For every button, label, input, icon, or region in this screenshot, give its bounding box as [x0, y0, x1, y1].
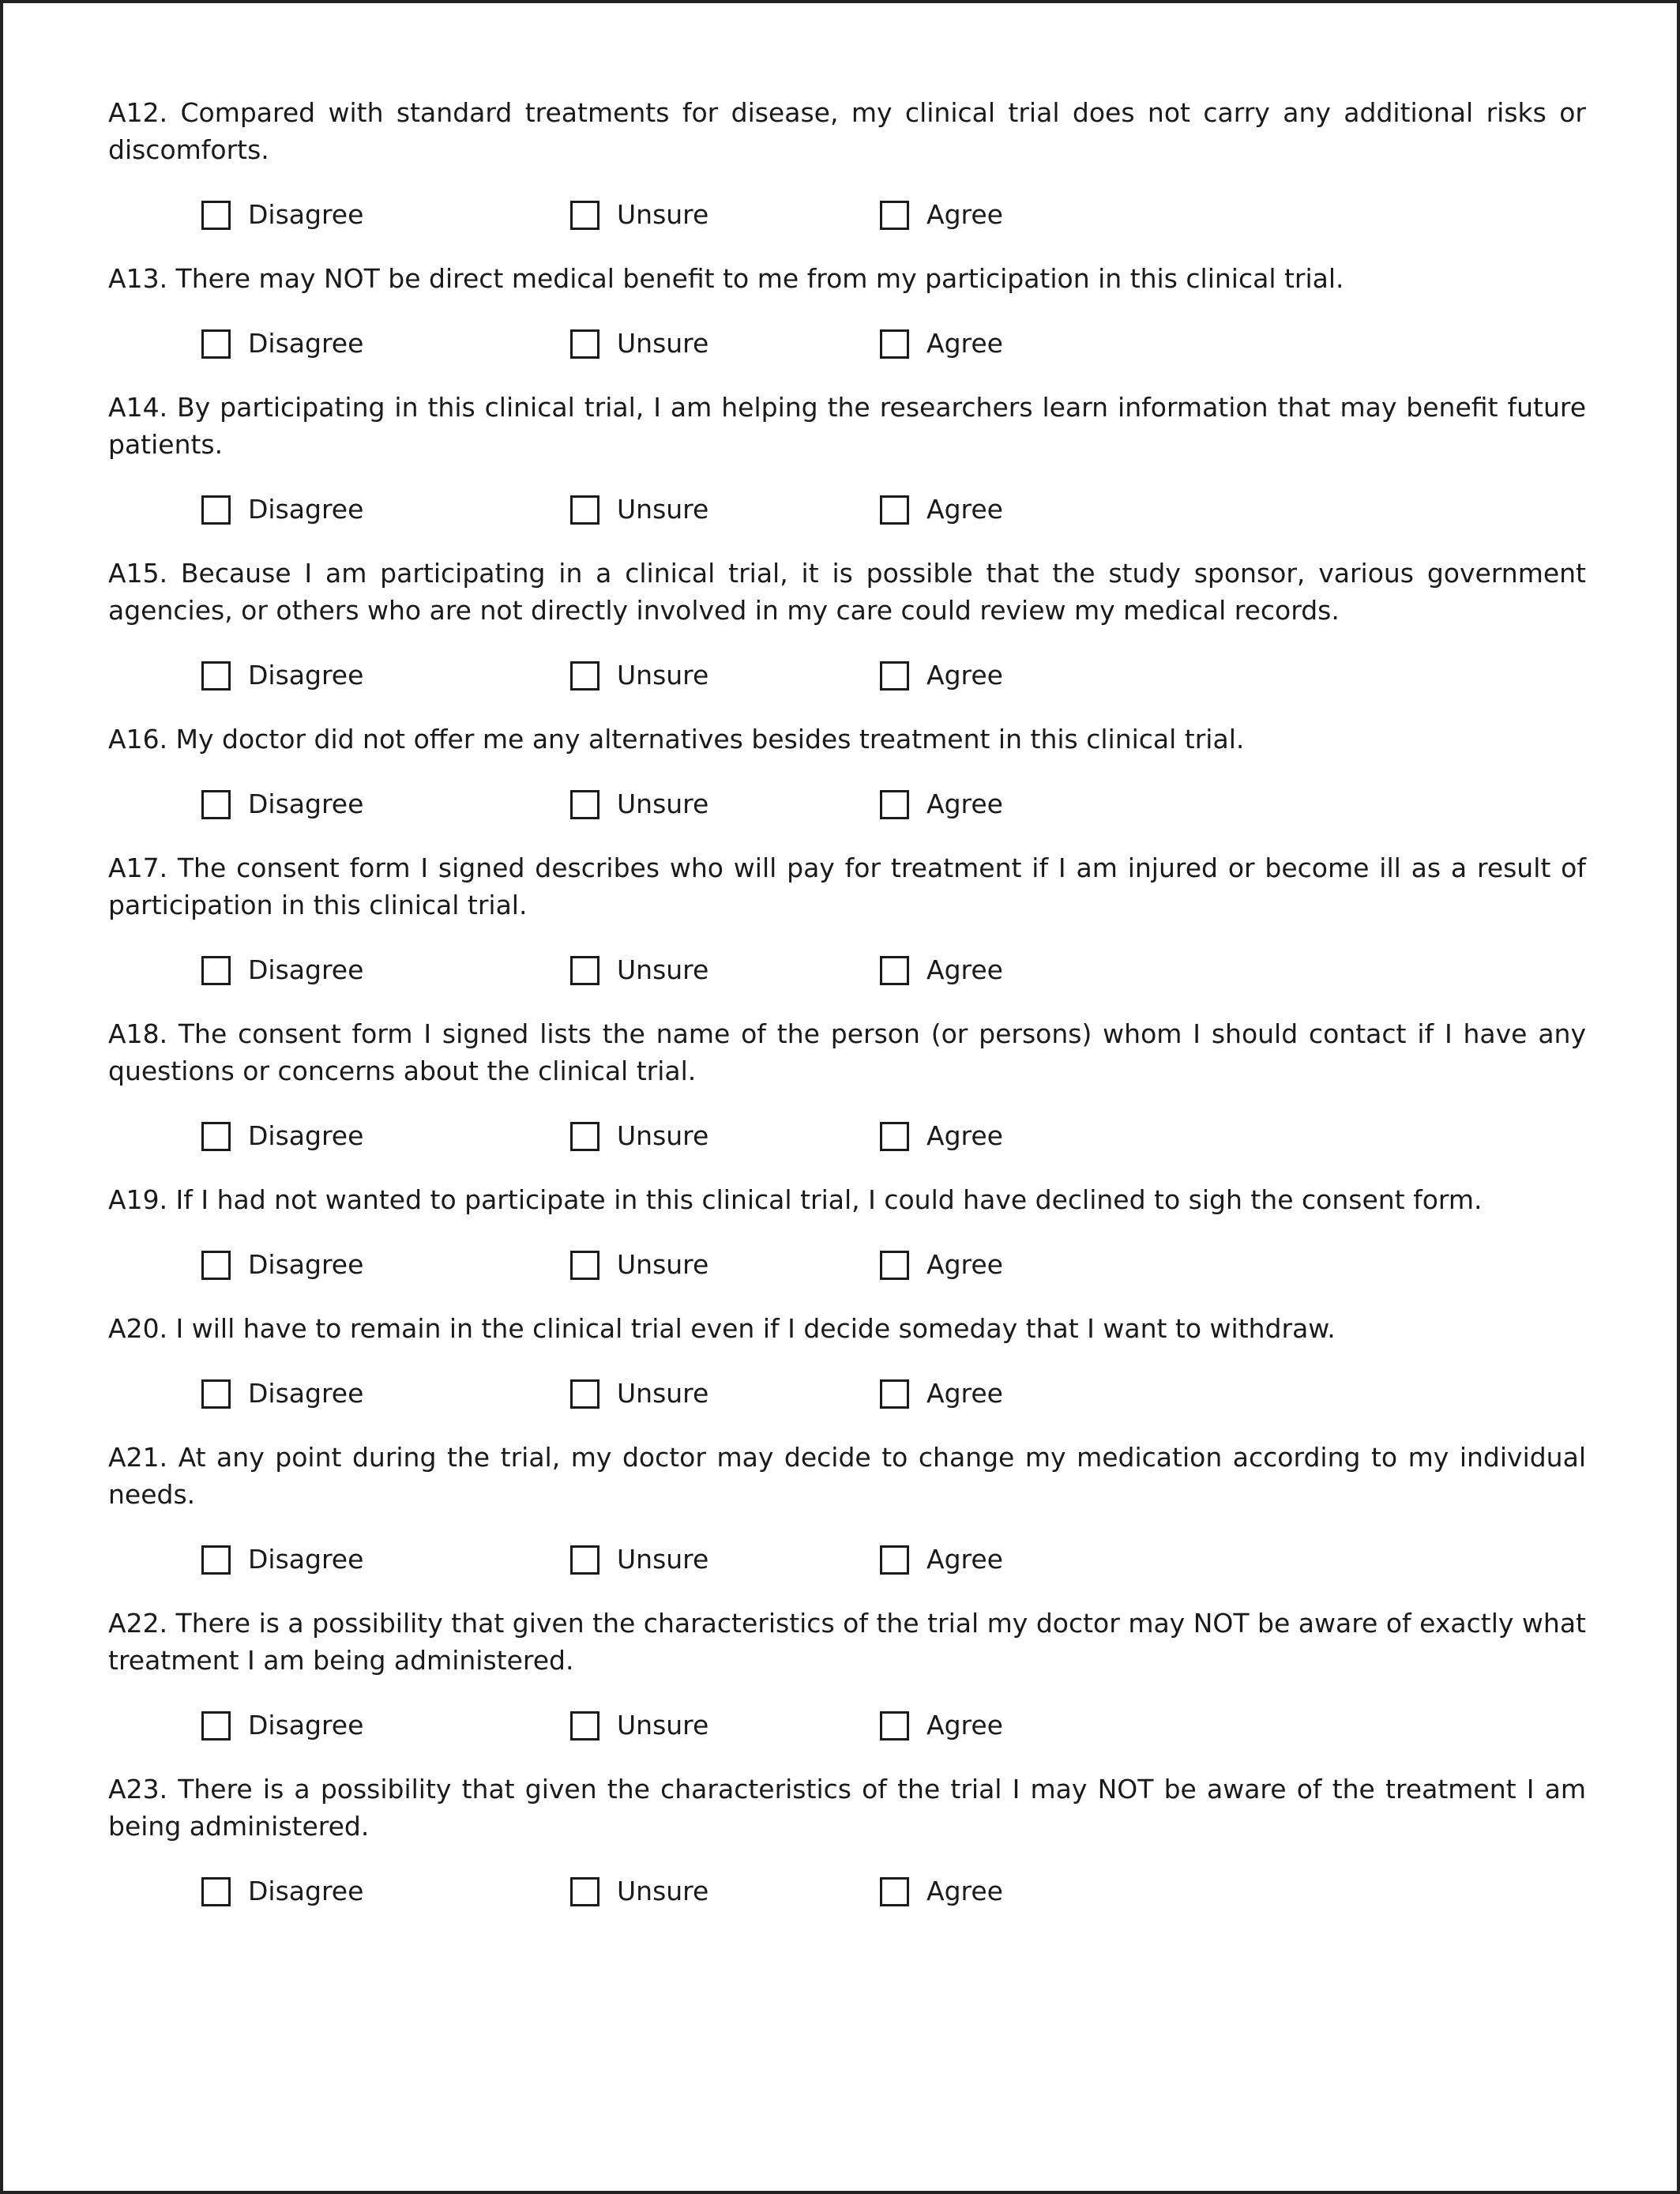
option-agree[interactable] [880, 787, 1003, 822]
checkbox[interactable] [201, 201, 231, 230]
checkbox[interactable] [201, 495, 231, 525]
checkbox[interactable] [570, 1122, 599, 1151]
answer-options [108, 1119, 1586, 1153]
option-label: Unsure [617, 328, 709, 359]
answer-options [108, 787, 1586, 822]
option-label: Agree [926, 199, 1003, 230]
checkbox[interactable] [201, 1711, 231, 1741]
option-disagree[interactable] [201, 1542, 363, 1577]
option-agree[interactable] [880, 492, 1003, 527]
checkbox[interactable] [880, 1251, 909, 1280]
checkbox[interactable] [880, 1545, 909, 1575]
checkbox[interactable] [201, 1877, 231, 1906]
option-label: Agree [926, 1876, 1003, 1906]
option-unsure[interactable] [570, 198, 708, 232]
checkbox[interactable] [880, 661, 909, 691]
question-a23 [108, 1771, 1586, 1909]
question-text: A15. Because I am participating in a clinical trial, it is possible that the study sponsor, various government agencies, or others who are not directly involved in my care could review my medical records. [108, 558, 1586, 626]
option-label: Unsure [617, 660, 709, 691]
checkbox[interactable] [201, 1122, 231, 1151]
option-label: Unsure [617, 1876, 709, 1906]
option-label: Unsure [617, 199, 709, 230]
option-disagree[interactable] [201, 326, 363, 361]
option-disagree[interactable] [201, 953, 363, 988]
option-agree[interactable] [880, 1248, 1003, 1282]
option-unsure[interactable] [570, 1542, 708, 1577]
option-unsure[interactable] [570, 1376, 708, 1411]
option-agree[interactable] [880, 326, 1003, 361]
checkbox[interactable] [570, 1877, 599, 1906]
question-a20 [108, 1310, 1586, 1411]
question-text: A18. The consent form I signed lists the name of the person (or persons) whom I should contact if I have any questions or concerns about the clinical trial. [108, 1018, 1586, 1086]
option-agree[interactable] [880, 1874, 1003, 1909]
option-label: Unsure [617, 788, 709, 819]
question-a17 [108, 849, 1586, 988]
option-label: Agree [926, 954, 1003, 985]
option-disagree[interactable] [201, 658, 363, 693]
option-disagree[interactable] [201, 787, 363, 822]
option-agree[interactable] [880, 1119, 1003, 1153]
checkbox[interactable] [201, 1251, 231, 1280]
option-label: Unsure [617, 494, 709, 525]
option-unsure[interactable] [570, 1874, 708, 1909]
option-label: Disagree [248, 1378, 364, 1409]
option-label: Disagree [248, 788, 364, 819]
checkbox[interactable] [201, 956, 231, 985]
option-label: Agree [926, 1249, 1003, 1280]
answer-options [108, 1248, 1586, 1282]
option-label: Unsure [617, 1544, 709, 1575]
option-label: Disagree [248, 199, 364, 230]
question-text: A23. There is a possibility that given the characteristics of the trial I may NOT be aware of the treatment I am being administered. [108, 1774, 1586, 1842]
option-agree[interactable] [880, 1708, 1003, 1743]
checkbox[interactable] [570, 201, 599, 230]
checkbox[interactable] [880, 790, 909, 819]
checkbox[interactable] [570, 1379, 599, 1409]
answer-options [108, 1542, 1586, 1577]
option-unsure[interactable] [570, 1708, 708, 1743]
question-text: A20. I will have to remain in the clinical trial even if I decide someday that I want to withdraw. [108, 1313, 1336, 1344]
option-unsure[interactable] [570, 492, 708, 527]
option-unsure[interactable] [570, 787, 708, 822]
checkbox[interactable] [201, 329, 231, 359]
checkbox[interactable] [570, 495, 599, 525]
checkbox[interactable] [570, 1251, 599, 1280]
option-unsure[interactable] [570, 658, 708, 693]
option-label: Unsure [617, 1378, 709, 1409]
option-disagree[interactable] [201, 1119, 363, 1153]
option-disagree[interactable] [201, 1708, 363, 1743]
checkbox[interactable] [570, 329, 599, 359]
checkbox[interactable] [880, 1711, 909, 1741]
option-label: Disagree [248, 328, 364, 359]
question-text: A19. If I had not wanted to participate in this clinical trial, I could have declined to sigh the consent form. [108, 1184, 1483, 1215]
question-a12 [108, 94, 1586, 232]
checkbox[interactable] [201, 1545, 231, 1575]
option-unsure[interactable] [570, 953, 708, 988]
checkbox[interactable] [880, 1379, 909, 1409]
option-label: Agree [926, 494, 1003, 525]
option-disagree[interactable] [201, 1248, 363, 1282]
checkbox[interactable] [880, 1122, 909, 1151]
option-label: Agree [926, 1710, 1003, 1741]
option-agree[interactable] [880, 1542, 1003, 1577]
questionnaire [108, 94, 1586, 1936]
option-label: Agree [926, 788, 1003, 819]
option-unsure[interactable] [570, 326, 708, 361]
option-label: Disagree [248, 1876, 364, 1906]
option-label: Disagree [248, 494, 364, 525]
option-label: Unsure [617, 954, 709, 985]
option-agree[interactable] [880, 198, 1003, 232]
answer-options [108, 953, 1586, 988]
option-disagree[interactable] [201, 1376, 363, 1411]
option-label: Unsure [617, 1249, 709, 1280]
answer-options [108, 326, 1586, 361]
question-text: A14. By participating in this clinical trial, I am helping the researchers learn information that may benefit future patients. [108, 392, 1586, 460]
option-label: Disagree [248, 954, 364, 985]
answer-options [108, 1708, 1586, 1743]
checkbox[interactable] [570, 1711, 599, 1741]
answer-options [108, 1874, 1586, 1909]
option-disagree[interactable] [201, 492, 363, 527]
answer-options [108, 492, 1586, 527]
question-a22 [108, 1605, 1586, 1743]
option-label: Disagree [248, 1544, 364, 1575]
option-label: Agree [926, 328, 1003, 359]
option-disagree[interactable] [201, 1874, 363, 1909]
checkbox[interactable] [880, 1877, 909, 1906]
answer-options [108, 1376, 1586, 1411]
option-label: Agree [926, 660, 1003, 691]
checkbox[interactable] [570, 956, 599, 985]
question-a16 [108, 721, 1586, 822]
checkbox[interactable] [201, 1379, 231, 1409]
checkbox[interactable] [570, 790, 599, 819]
checkbox[interactable] [201, 661, 231, 691]
option-label: Unsure [617, 1710, 709, 1741]
question-text: A12. Compared with standard treatments for disease, my clinical trial does not carry any additional risks or discomforts. [108, 97, 1586, 165]
option-label: Disagree [248, 660, 364, 691]
question-a18 [108, 1015, 1586, 1153]
checkbox[interactable] [201, 790, 231, 819]
checkbox[interactable] [880, 495, 909, 525]
option-label: Agree [926, 1120, 1003, 1151]
checkbox[interactable] [570, 1545, 599, 1575]
question-a15 [108, 555, 1586, 693]
option-agree[interactable] [880, 658, 1003, 693]
option-label: Unsure [617, 1120, 709, 1151]
answer-options [108, 198, 1586, 232]
option-agree[interactable] [880, 1376, 1003, 1411]
option-label: Agree [926, 1378, 1003, 1409]
question-text: A16. My doctor did not offer me any alternatives besides treatment in this clinical trial. [108, 724, 1245, 755]
question-a14 [108, 389, 1586, 527]
answer-options [108, 658, 1586, 693]
option-unsure[interactable] [570, 1119, 708, 1153]
question-text: A17. The consent form I signed describes who will pay for treatment if I am injured or become ill as a result of participation in this clinical trial. [108, 852, 1586, 920]
option-disagree[interactable] [201, 198, 363, 232]
option-label: Disagree [248, 1710, 364, 1741]
checkbox[interactable] [880, 329, 909, 359]
question-a19 [108, 1181, 1586, 1282]
question-text: A21. At any point during the trial, my doctor may decide to change my medication according to my individual needs. [108, 1442, 1586, 1510]
question-a21 [108, 1439, 1586, 1577]
option-label: Disagree [248, 1120, 364, 1151]
option-label: Disagree [248, 1249, 364, 1280]
question-text: A13. There may NOT be direct medical benefit to me from my participation in this clinical trial. [108, 263, 1344, 294]
option-agree[interactable] [880, 953, 1003, 988]
option-unsure[interactable] [570, 1248, 708, 1282]
question-a13 [108, 260, 1586, 361]
option-label: Agree [926, 1544, 1003, 1575]
checkbox[interactable] [570, 661, 599, 691]
checkbox[interactable] [880, 201, 909, 230]
question-text: A22. There is a possibility that given the characteristics of the trial my doctor may NOT be aware of exactly what treatment I am being administered. [108, 1608, 1586, 1676]
checkbox[interactable] [880, 956, 909, 985]
